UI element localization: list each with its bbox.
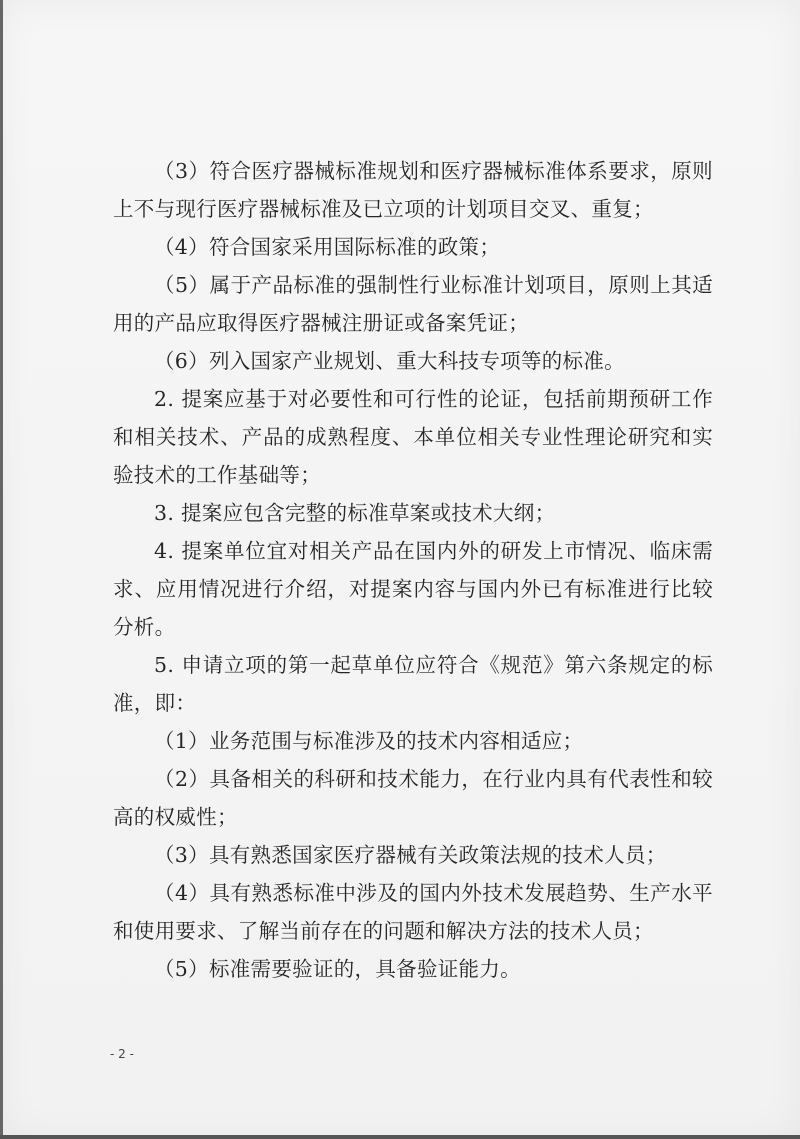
paragraph: （5）标准需要验证的，具备验证能力。 xyxy=(154,957,521,981)
paragraph: （1）业务范围与标准涉及的技术内容相适应； xyxy=(154,729,584,753)
paragraph: （5）属于产品标准的强制性行业标准计划项目，原则上其适用的产品应取得医疗器械注册证或备案凭证； xyxy=(113,273,713,335)
scan-edge-bottom xyxy=(0,1135,800,1139)
page-number: - 2 - xyxy=(110,1047,134,1061)
paragraph: （6）列入国家产业规划、重大科技专项等的标准。 xyxy=(154,349,625,373)
paragraph: （3）具有熟悉国家医疗器械有关政策法规的技术人员； xyxy=(154,843,667,867)
scan-edge-left xyxy=(0,0,3,1139)
document-body xyxy=(113,152,713,988)
paragraph: 3. 提案应包含完整的标准草案或技术大纲； xyxy=(154,501,556,525)
paragraph: （4）符合国家采用国际标准的政策； xyxy=(154,235,501,259)
paragraph: 5. 申请立项的第一起草单位应符合《规范》第六条规定的标准，即： xyxy=(113,653,713,715)
paragraph: （3）符合医疗器械标准规划和医疗器械标准体系要求，原则上不与现行医疗器械标准及已立项的计划项目交叉、重复； xyxy=(113,159,713,221)
paragraph: （4）具有熟悉标准中涉及的国内外技术发展趋势、生产水平和使用要求、了解当前存在的问题和解决方法的技术人员； xyxy=(113,881,713,943)
paragraph: （2）具备相关的科研和技术能力，在行业内具有代表性和较高的权威性； xyxy=(113,767,713,829)
paragraph: 2. 提案应基于对必要性和可行性的论证，包括前期预研工作和相关技术、产品的成熟程度、本单位相关专业性理论研究和实验技术的工作基础等； xyxy=(113,387,713,487)
paragraph: 4. 提案单位宜对相关产品在国内外的研发上市情况、临床需求、应用情况进行介绍，对提案内容与国内外已有标准进行比较分析。 xyxy=(113,539,713,639)
